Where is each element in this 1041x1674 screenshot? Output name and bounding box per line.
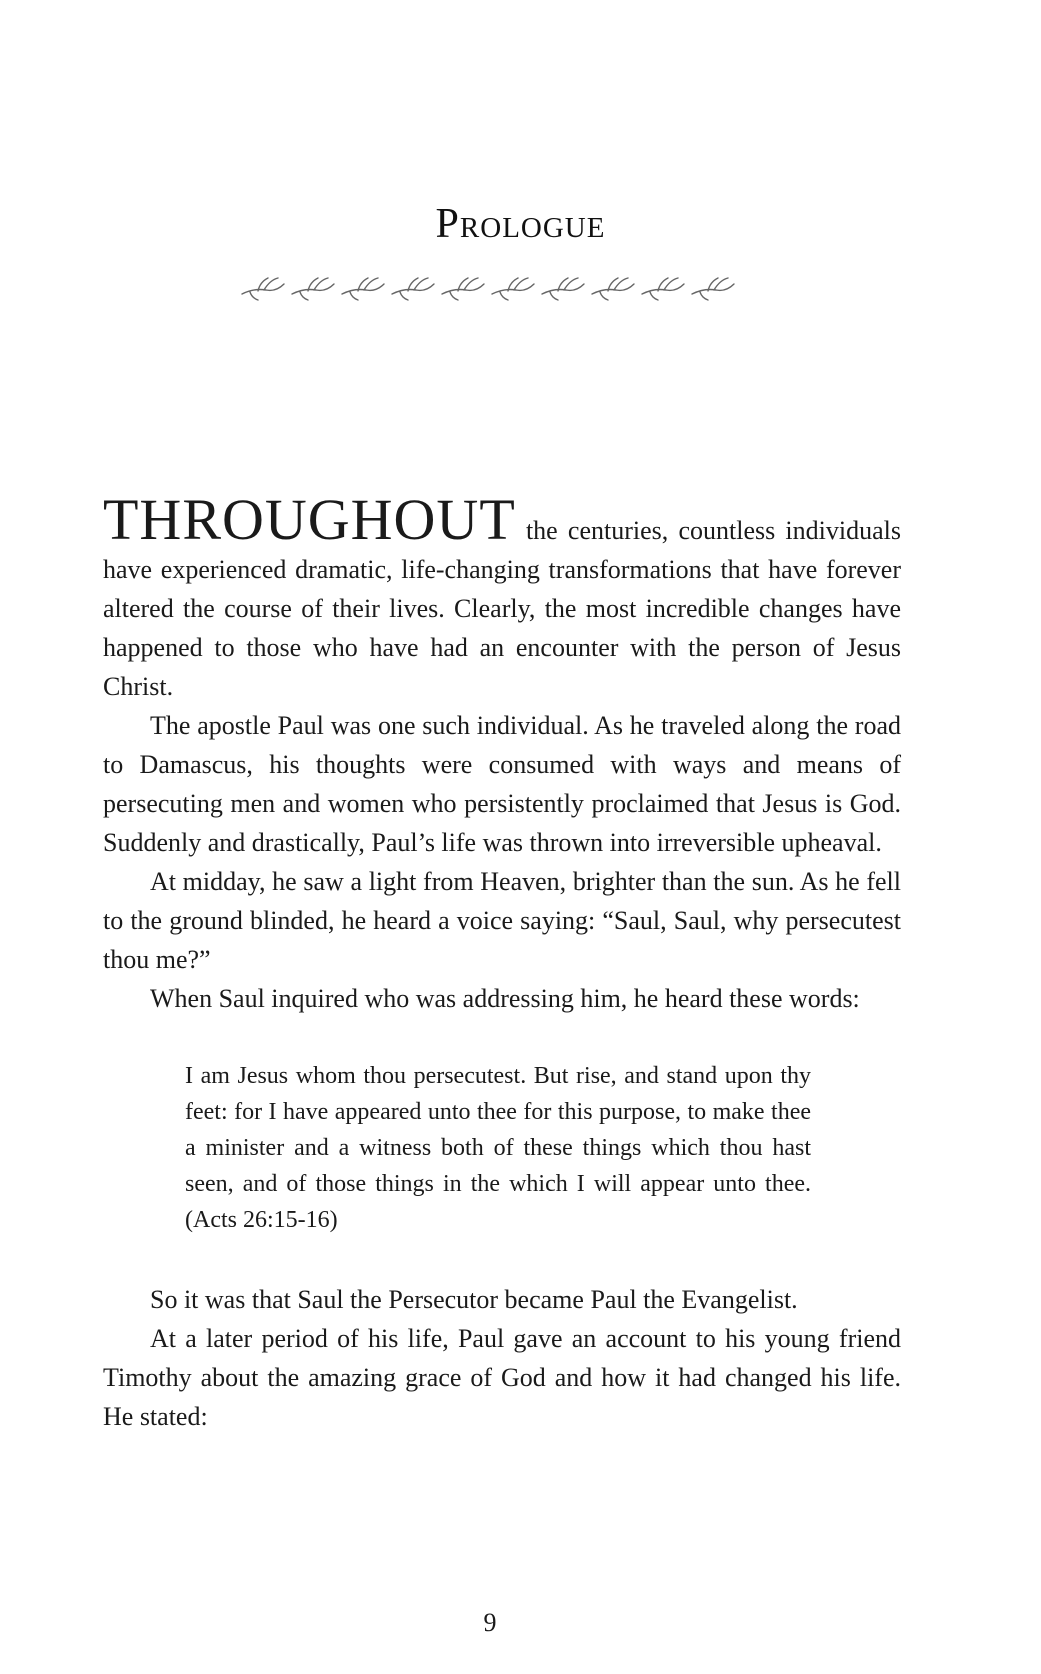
chapter-title: Prologue — [435, 201, 606, 247]
lead-word: THROUGHOUT — [103, 487, 516, 552]
paragraph-2: The apostle Paul was one such individual. As he traveled along the road to Damascus, his thoughts were consumed with ways and means of persecuting men and women who persistently proclaimed that Jesus is God. Suddenly and drastically, Paul’s life was thrown into irreversible upheaval. — [103, 711, 901, 857]
vine-flourish-icon — [240, 270, 760, 310]
paragraph-1-text: the centuries, countless individuals have experienced dramatic, life-changing transformations that have forever altered the course of their lives. Clearly, the most incredible changes have happened to those who have had an encounter with the person of Jesus Christ. — [103, 516, 901, 701]
paragraph-5: So it was that Saul the Persecutor became Paul the Evangelist. — [150, 1285, 798, 1314]
paragraph-6: At a later period of his life, Paul gave an account to his young friend Timothy about the amazing grace of God and how it had changed his life. He stated: — [103, 1324, 901, 1431]
paragraph-4: When Saul inquired who was addressing him, he heard these words: — [150, 984, 860, 1013]
page-number: 9 — [483, 1608, 497, 1637]
paragraph-3: At midday, he saw a light from Heaven, brighter than the sun. As he fell to the ground blinded, he heard a voice saying: “Saul, Saul, why persecutest thou me?” — [103, 867, 901, 974]
paragraph-1 — [103, 487, 901, 706]
scripture-quote: I am Jesus whom thou persecutest. But rise, and stand upon thy feet: for I have appeared unto thee for this purpose, to make thee a minister and a witness both of these things which thou hast seen, and of those things in the which I will appear unto thee. (Acts 26:15-16) — [185, 1063, 811, 1233]
prologue-body — [103, 487, 901, 1436]
